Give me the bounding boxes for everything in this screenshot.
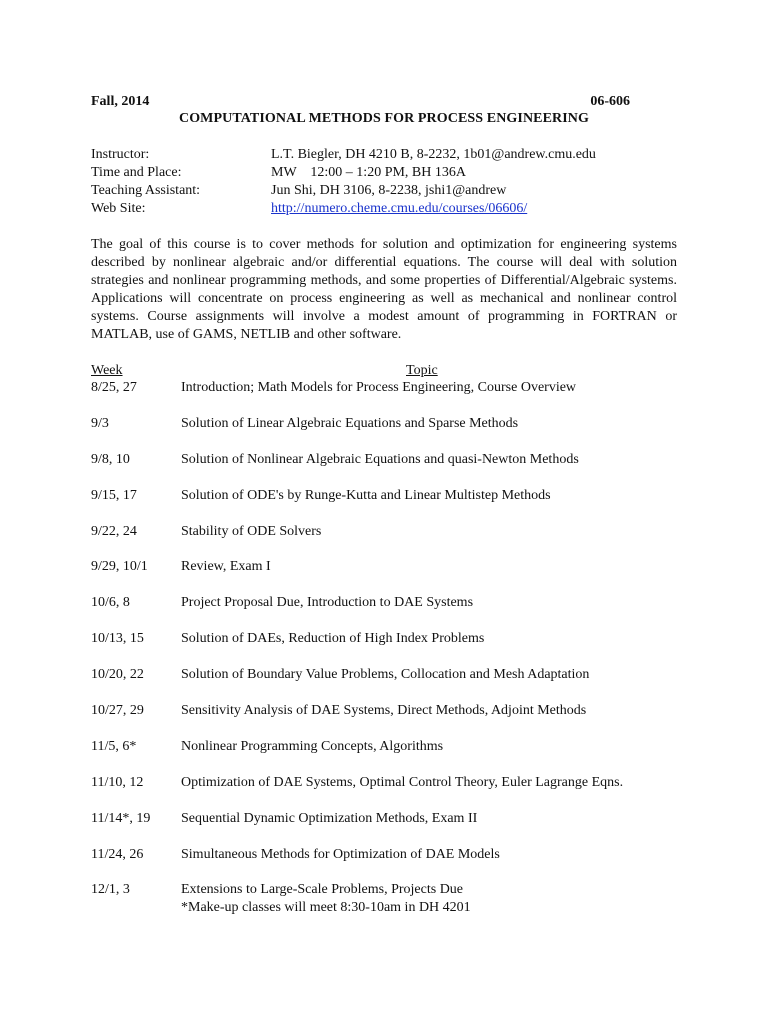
schedule-week: 9/3 [91, 415, 109, 431]
schedule-week: 12/1, 3 [91, 882, 130, 898]
document-header [91, 93, 630, 111]
course-title: COMPUTATIONAL METHODS FOR PROCESS ENGINEERING [178, 111, 590, 126]
schedule-week: 9/22, 24 [91, 523, 137, 539]
course-number: 06-606 [590, 94, 630, 109]
website-link[interactable]: http://numero.cheme.cmu.edu/courses/06606/ [271, 201, 528, 216]
schedule-week: 9/8, 10 [91, 451, 130, 467]
info-row-instructor [91, 146, 691, 164]
schedule-topic: Optimization of DAE Systems, Optimal Control Theory, Euler Lagrange Eqns. [181, 774, 624, 790]
term-label: Fall, 2014 [91, 94, 150, 109]
schedule-week: 11/24, 26 [91, 846, 144, 862]
schedule-row [91, 379, 691, 415]
schedule-week: 10/13, 15 [91, 631, 144, 647]
schedule-topic: Stability of ODE Solvers [181, 523, 322, 539]
schedule-topic: Simultaneous Methods for Optimization of DAE Models [181, 846, 500, 862]
schedule-row [91, 881, 691, 917]
info-row-web-site [91, 200, 691, 218]
schedule-topic: Review, Exam I [181, 559, 271, 575]
schedule-week: 10/20, 22 [91, 667, 144, 683]
makeup-note: *Make-up classes will meet 8:30-10am in DH 4201 [181, 900, 471, 916]
schedule-row [91, 666, 691, 702]
info-row-time-place [91, 164, 691, 182]
schedule-row [91, 702, 691, 738]
schedule-row [91, 630, 691, 666]
schedule-topic: Introduction; Math Models for Process Engineering, Course Overview [181, 380, 577, 395]
schedule-week: 11/5, 6* [91, 738, 137, 754]
schedule-week: 9/15, 17 [91, 487, 137, 503]
schedule-topic: Solution of Boundary Value Problems, Collocation and Mesh Adaptation [181, 667, 590, 683]
schedule-topic: Extensions to Large-Scale Problems, Projects Due [181, 882, 464, 898]
course-info [91, 146, 691, 218]
schedule-row [91, 846, 691, 882]
info-value: Jun Shi, DH 3106, 8-2238, jshi1@andrew [271, 183, 507, 198]
schedule-topic: Project Proposal Due, Introduction to DAE Systems [181, 595, 474, 611]
info-value: L.T. Biegler, DH 4210 B, 8-2232, 1b01@andrew.cmu.edu [271, 147, 596, 162]
info-label: Instructor: [91, 147, 150, 162]
schedule-row [91, 558, 691, 594]
schedule-week: 10/6, 8 [91, 595, 130, 611]
schedule-row [91, 774, 691, 810]
info-row-teaching-assistant [91, 182, 691, 200]
info-label: Teaching Assistant: [91, 183, 201, 198]
schedule-topic: Solution of ODE's by Runge-Kutta and Linear Multistep Methods [181, 487, 551, 503]
schedule-topic: Solution of Nonlinear Algebraic Equations and quasi-Newton Methods [181, 451, 579, 467]
schedule-topic: Solution of Linear Algebraic Equations and Sparse Methods [181, 415, 519, 431]
schedule-row [91, 738, 691, 774]
schedule-row [91, 487, 691, 523]
schedule-header [91, 362, 677, 380]
week-column-header: Week [91, 363, 123, 378]
info-value: MW 12:00 – 1:20 PM, BH 136A [271, 165, 466, 180]
schedule-row [91, 523, 691, 559]
schedule-row [91, 451, 691, 487]
schedule-week: 11/10, 12 [91, 774, 144, 790]
schedule-week: 8/25, 27 [91, 380, 137, 395]
topic-column-header: Topic [406, 363, 438, 378]
schedule-topic: Nonlinear Programming Concepts, Algorithms [181, 738, 444, 754]
schedule-week: 9/29, 10/1 [91, 559, 148, 575]
schedule-topic: Sequential Dynamic Optimization Methods, Exam II [181, 810, 478, 826]
schedule-row [91, 415, 691, 451]
schedule-row [91, 810, 691, 846]
info-label: Time and Place: [91, 165, 182, 180]
schedule-table [91, 379, 691, 917]
schedule-topic: Sensitivity Analysis of DAE Systems, Direct Methods, Adjoint Methods [181, 703, 587, 719]
schedule-row [91, 594, 691, 630]
schedule-week: 11/14*, 19 [91, 810, 151, 826]
schedule-week: 10/27, 29 [91, 703, 144, 719]
info-label: Web Site: [91, 201, 146, 216]
schedule-topic: Solution of DAEs, Reduction of High Index Problems [181, 631, 485, 647]
course-description: The goal of this course is to cover methods for solution and optimization for engineering systems described by nonlinear algebraic and/or differential equations. The course will deal with solution strategies and nonlinear programming methods, and some properties of Differential/Algebraic systems. Applications will concentrate on process engineering as well as mechanical and nonlinear control systems. Course assignments will involve a modest amount of programming in FORTRAN or MATLAB, use of GAMS, NETLIB and other software. [91, 237, 677, 342]
